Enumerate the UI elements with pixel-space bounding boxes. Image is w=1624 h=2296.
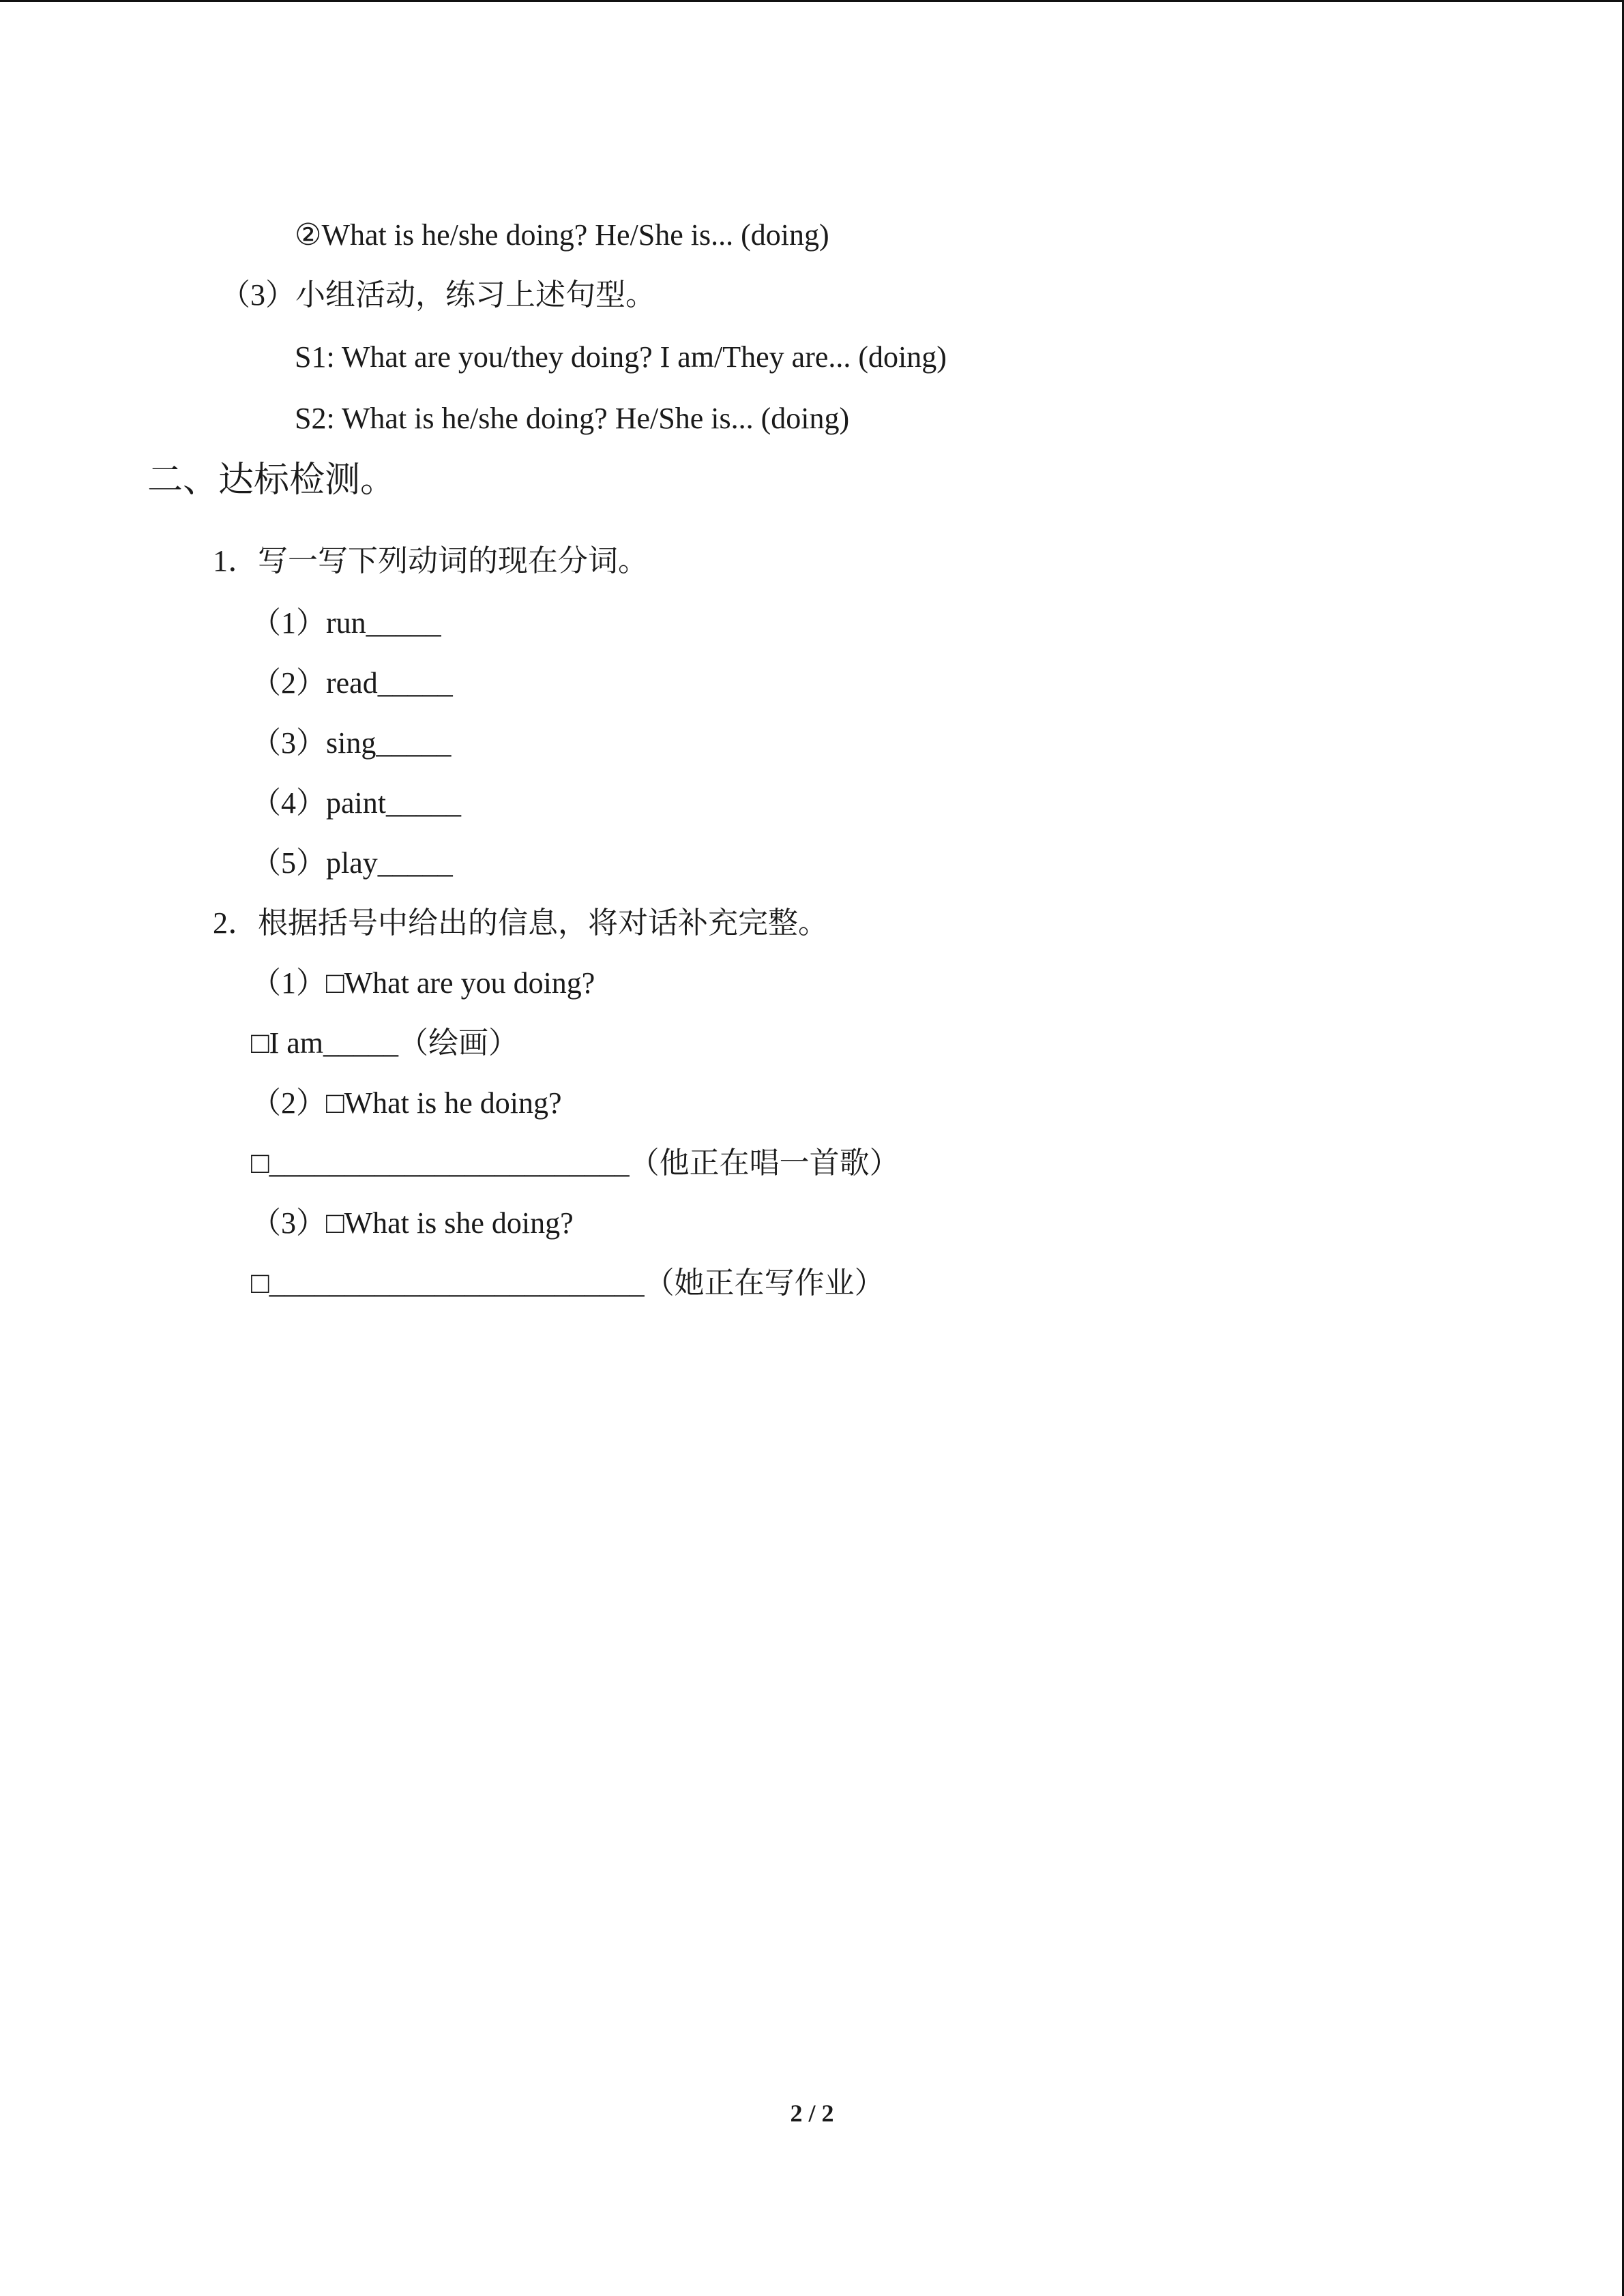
exercise-2-title: 2．根据括号中给出的信息，将对话补充完整。 bbox=[213, 906, 828, 940]
exercise-1-item-4: （4）paint_____ bbox=[251, 786, 461, 820]
page-number: 2 / 2 bbox=[790, 2100, 834, 2127]
exercise-2-a3: □_________________________（她正在写作业） bbox=[251, 1266, 885, 1300]
dialogue-s1: S1: What are you/they doing? I am/They are... (doing) bbox=[295, 340, 947, 374]
drill-pattern-2: ②What is he/she doing? He/She is... (doing) bbox=[295, 218, 829, 252]
section-heading-assessment: 二、达标检测。 bbox=[147, 461, 396, 500]
step-3-group-activity: （3）小组活动，练习上述句型。 bbox=[220, 278, 655, 312]
exercise-1-item-3: （3）sing_____ bbox=[251, 726, 452, 760]
exercise-2-q2: （2）□What is he doing? bbox=[251, 1086, 562, 1120]
exercise-2-a1: □I am_____（绘画） bbox=[251, 1026, 518, 1060]
exercise-1-title: 1．写一写下列动词的现在分词。 bbox=[213, 544, 648, 578]
exercise-1-item-1: （1）run_____ bbox=[251, 606, 441, 640]
top-border-line bbox=[0, 0, 1624, 2]
dialogue-s2: S2: What is he/she doing? He/She is... (doing) bbox=[295, 402, 850, 435]
exercise-1-item-5: （5）play_____ bbox=[251, 846, 453, 880]
exercise-1-item-2: （2）read_____ bbox=[251, 666, 453, 700]
exercise-2-q1: （1）□What are you doing? bbox=[251, 966, 595, 1000]
exercise-2-q3: （3）□What is she doing? bbox=[251, 1206, 574, 1240]
exercise-2-a2: □________________________（他正在唱一首歌） bbox=[251, 1146, 900, 1180]
